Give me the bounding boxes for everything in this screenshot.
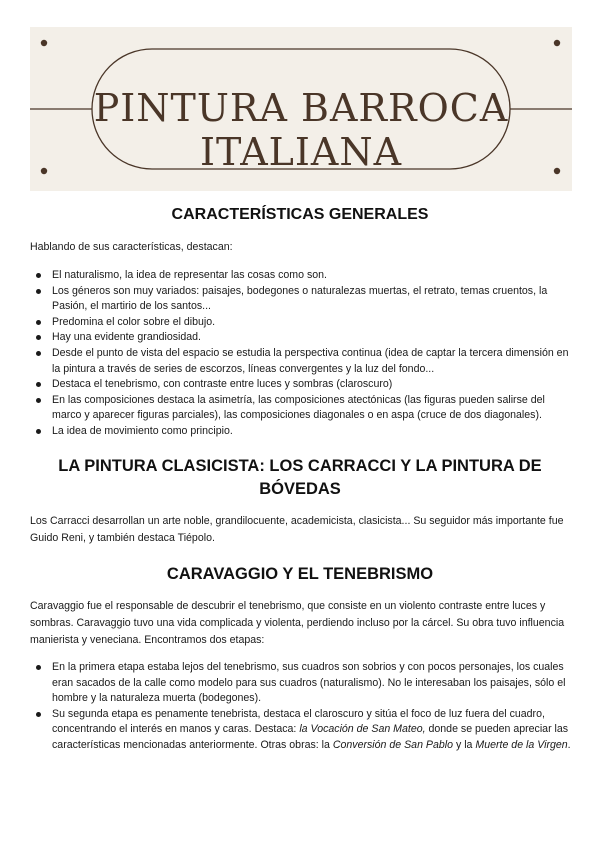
section-intro: Hablando de sus características, destacan: (30, 241, 233, 253)
list-item: En las composiciones destaca la asimetría, las composiciones atectónicas (las figuras pueden salirse del marco y aparecer figuras parciales), las composiciones diagonales o en aspa (cruce de dos diagonales). (30, 393, 572, 424)
list-item: Desde el punto de vista del espacio se estudia la perspectiva continua (idea de captar la tercera dimensión en la pintura a través de series de escorzos, líneas convergentes y la luz del fondo... (30, 346, 572, 377)
list-item: Predomina el color sobre el dibujo. (30, 315, 572, 331)
section-heading-caracteristicas: CARACTERÍSTICAS GENERALES (171, 206, 429, 223)
title-line-1: PINTURA BARROCA (93, 86, 509, 130)
page-title (30, 86, 572, 174)
section-body-caravaggio: Caravaggio fue el responsable de descubrir el tenebrismo, que consiste en un violento contraste entre luces y sombras. Caravaggio tuvo una vida complicada y violenta, perdiendo incluso por la cárcel. Su obra tuvo influencia manierista y veneciana. Encontramos dos etapas: (30, 600, 565, 646)
artwork-title: Conversión de San Pablo (332, 738, 454, 751)
artwork-title: la Vocación de San Mateo, (299, 723, 426, 736)
list-item: Destaca el tenebrismo, con contraste entre luces y sombras (claroscuro) (30, 377, 572, 393)
caravaggio-stages-list (30, 660, 572, 754)
artwork-title: Muerte de la Virgen (475, 738, 568, 751)
list-item: El naturalismo, la idea de representar las cosas como son. (30, 268, 572, 284)
section-heading-clasicista: LA PINTURA CLASICISTA: LOS CARRACCI Y LA PINTURA DE BÓVEDAS (58, 457, 542, 498)
list-item: La idea de movimiento como principio. (30, 424, 572, 440)
title-banner (30, 27, 572, 191)
list-item: Los géneros son muy variados: paisajes, bodegones o naturalezas muertas, el retrato, temas cruentos, la Pasión, el martirio de los santos... (30, 284, 572, 315)
list-item: Hay una evidente grandiosidad. (30, 330, 572, 346)
section-heading-caravaggio: CARAVAGGIO Y EL TENEBRISMO (166, 565, 434, 583)
stage-text: y la (453, 738, 476, 751)
section-body-carracci: Los Carracci desarrollan un arte noble, grandilocuente, academicista, clasicista... Su seguidor más importante fue Guido Reni, y también destaca Tiépolo. (30, 515, 564, 544)
stage-text: Su segunda etapa es penamente tenebrista, destaca el claroscuro y sitúa el foco de luz fuera del cuadro, concentrando el interés en manos y caras. Destaca: (52, 707, 545, 736)
stage-text: donde se pueden apreciar las características mencionadas anteriormente. Otras obras: la (52, 723, 569, 751)
stage-text: . (567, 738, 571, 751)
title-line-2: ITALIANA (199, 130, 403, 174)
characteristics-list (30, 268, 572, 440)
list-item (30, 707, 572, 754)
list-item: En la primera etapa estaba lejos del tenebrismo, sus cuadros son sobrios y con pocos personajes, los cuales eran sacados de la calle como modelo para sus cuadros (naturalismo). No le interesaban los paisajes, sólo el hombre y la naturaleza muerta (bodegones). (30, 660, 572, 707)
